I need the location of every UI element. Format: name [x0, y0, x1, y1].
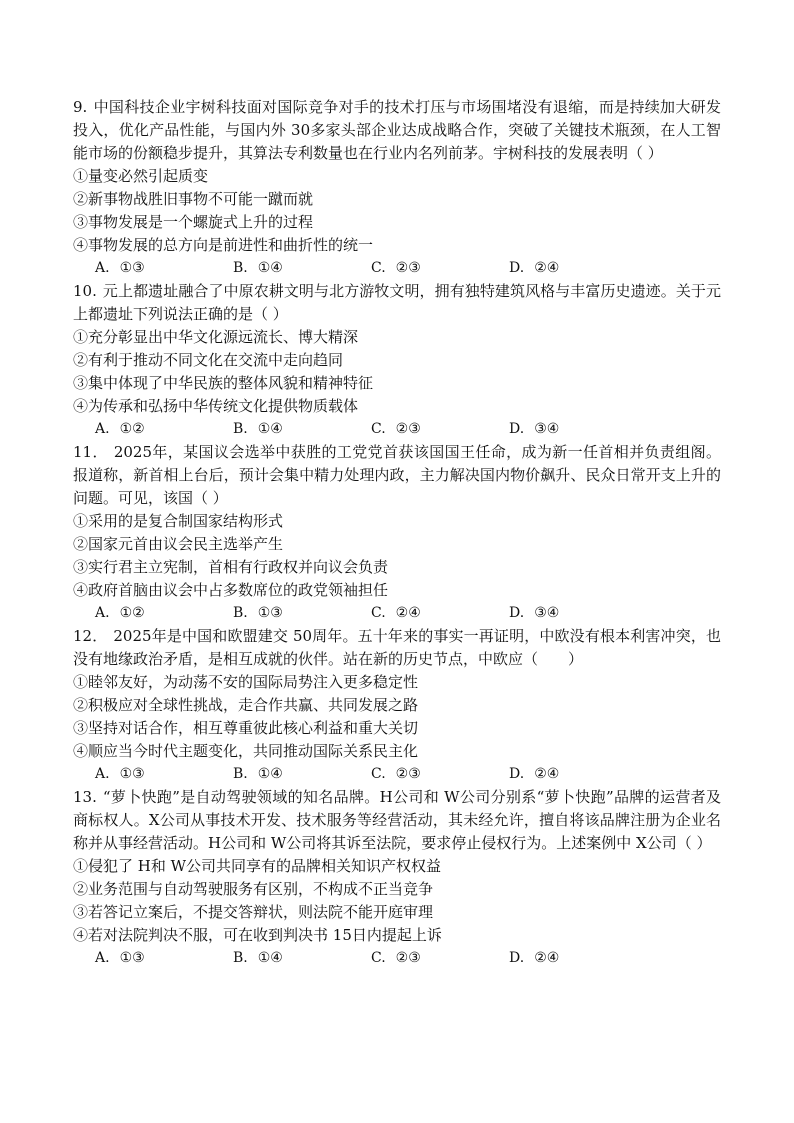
answer-choices — [95, 602, 721, 625]
option-item: ②新事物战胜旧事物不可能一蹴而就 — [73, 190, 314, 208]
question-text: 中国科技企业宇树科技面对国际竞争对手的技术打压与市场围堵没有退缩，而是持续加大研发投入，优化产品性能，与国内外 30多家头部企业达成战略合作，突破了关键技术瓶颈，在人工智能市场的份额稳步提升，其算法专利数量也在行业内名列前茅。宇树科技的发展表明（ ） — [73, 98, 721, 162]
option-item: ①量变必然引起质变 — [73, 167, 209, 185]
answer-choices — [95, 763, 721, 786]
choice-d: D. ②④ — [509, 950, 560, 966]
choice-d: D. ②④ — [509, 766, 560, 782]
choice-c: C. ②③ — [371, 421, 421, 437]
option-item: ②业务范围与自动驾驶服务有区别，不构成不正当竞争 — [73, 880, 434, 898]
choice-c: C. ②③ — [371, 766, 421, 782]
option-item: ①睦邻友好，为动荡不安的国际局势注入更多稳定性 — [73, 673, 419, 691]
question-11 — [73, 441, 721, 625]
question-number: 9. — [73, 98, 88, 116]
question-9 — [73, 96, 721, 280]
choice-c: C. ②③ — [371, 950, 421, 966]
question-number: 11． — [73, 443, 108, 461]
question-stem — [73, 625, 721, 671]
question-10 — [73, 280, 721, 441]
choice-d: D. ③④ — [509, 421, 560, 437]
choice-b: B. ①④ — [233, 421, 283, 437]
choice-a: A. ①② — [95, 605, 145, 621]
option-item: ①采用的是复合制国家结构形式 — [73, 512, 284, 530]
question-stem — [73, 280, 721, 326]
choice-b: B. ①③ — [233, 605, 283, 621]
question-text: “萝卜快跑”是自动驾驶领域的知名品牌。H公司和 W公司分别系“萝卜快跑”品牌的运营者及商标权人。X公司从事技术开发、技术服务等经营活动，其未经允许，擅自将该品牌注册为企业名称并从事经营活动。H公司和 W公司将其诉至法院，要求停止侵权行为。上述案例中 X公司（ ） — [73, 788, 721, 852]
option-item: ④政府首脑由议会中占多数席位的政党领袖担任 — [73, 581, 389, 599]
choice-b: B. ①④ — [233, 766, 283, 782]
choice-a: A. ①③ — [95, 766, 145, 782]
option-item: ③实行君主立宪制，首相有行政权并向议会负责 — [73, 558, 389, 576]
choice-d: D. ③④ — [509, 605, 560, 621]
option-item: ④若对法院判决不服，可在收到判决书 15日内提起上诉 — [73, 926, 442, 944]
choice-c: C. ②③ — [371, 260, 421, 276]
question-number: 13. — [73, 788, 97, 806]
choice-d: D. ②④ — [509, 260, 560, 276]
question-text: 2025年是中国和欧盟建交 50周年。五十年来的事实一再证明，中欧没有根本利害冲突，也没有地缘政治矛盾，是相互成就的伙伴。站在新的历史节点，中欧应（ ） — [73, 627, 721, 668]
question-number: 10. — [73, 282, 97, 300]
option-item: ①侵犯了 H和 W公司共同享有的品牌相关知识产权权益 — [73, 857, 442, 875]
option-item: ③若答记立案后，不提交答辩状，则法院不能开庭审理 — [73, 903, 434, 921]
choice-a: A. ①③ — [95, 260, 145, 276]
option-item: ④事物发展的总方向是前进性和曲折性的统一 — [73, 236, 374, 254]
question-stem — [73, 441, 721, 510]
choice-c: C. ②④ — [371, 605, 421, 621]
exam-page — [73, 96, 721, 970]
question-text: 2025年，某国议会选举中获胜的工党党首获该国国王任命，成为新一任首相并负责组阁。报道称，新首相上台后，预计会集中精力处理内政，主力解决国内物价飙升、民众日常开支上升的问题。可见，该国（ ） — [73, 443, 721, 507]
answer-choices — [95, 257, 721, 280]
question-13 — [73, 786, 721, 970]
answer-choices — [95, 418, 721, 441]
choice-a: A. ①③ — [95, 950, 145, 966]
option-item: ③事物发展是一个螺旋式上升的过程 — [73, 213, 314, 231]
option-item: ②国家元首由议会民主选举产生 — [73, 535, 284, 553]
choice-b: B. ①④ — [233, 260, 283, 276]
question-12 — [73, 625, 721, 786]
option-item: ④顺应当今时代主题变化，共同推动国际关系民主化 — [73, 742, 419, 760]
question-number: 12． — [73, 627, 108, 645]
option-item: ③坚持对话合作，相互尊重彼此核心利益和重大关切 — [73, 719, 419, 737]
question-stem — [73, 96, 721, 165]
option-item: ④为传承和弘扬中华传统文化提供物质载体 — [73, 397, 359, 415]
option-item: ①充分彰显出中华文化源远流长、博大精深 — [73, 328, 359, 346]
question-stem — [73, 786, 721, 855]
answer-choices — [95, 947, 721, 970]
option-item: ②积极应对全球性挑战，走合作共赢、共同发展之路 — [73, 696, 419, 714]
option-item: ②有利于推动不同文化在交流中走向趋同 — [73, 351, 344, 369]
choice-a: A. ①② — [95, 421, 145, 437]
choice-b: B. ①④ — [233, 950, 283, 966]
question-text: 元上都遗址融合了中原农耕文明与北方游牧文明，拥有独特建筑风格与丰富历史遗迹。关于元上都遗址下列说法正确的是（ ） — [73, 282, 721, 323]
option-item: ③集中体现了中华民族的整体风貌和精神特征 — [73, 374, 374, 392]
